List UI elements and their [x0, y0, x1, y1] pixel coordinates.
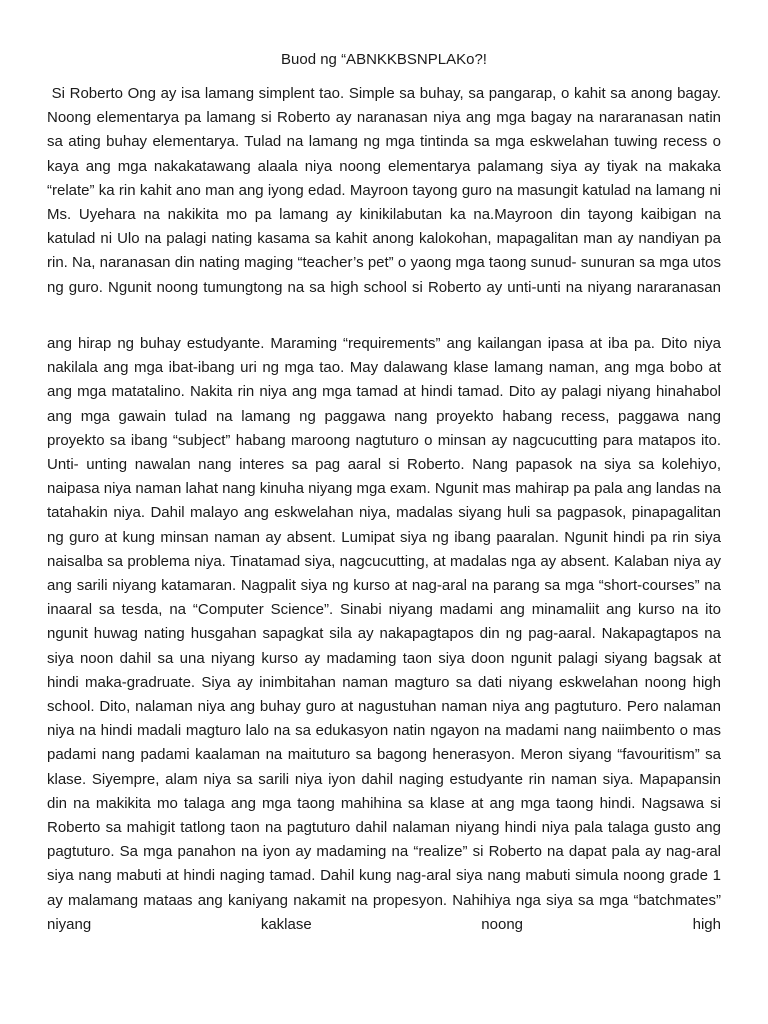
document-title: Buod ng “ABNKKBSNPLAKo?!	[281, 51, 487, 68]
paragraph-1: Si Roberto Ong ay isa lamang simplent tao. Simple sa buhay, sa pangarap, o kahit sa anong bagay. Noong elementarya pa lamang si Roberto ay naranasan niya ang mga bagay na nararanasan natin sa ating buhay elementarya. Tulad na lamang ng mga tintinda sa mga eskwelahan tuwing recess o kaya ang mga nakakatawang alaala niya noong elementarya palamang siya ay tiyak na makaka “relate” ka rin kahit ano man ang iyong edad. Mayroon tayong guro na masungit katulad na lamang ni Ms. Uyehara na nakikita mo pa lamang ay kinikilabutan ka na.Mayroon din tayong kaibigan na katulad ni Ulo na palagi nating kasama sa kahit anong kalokohan, mapagalitan man ay nandiyan pa rin. Na, naranasan din nating maging “teacher’s pet” o yaong mga taong sunud- sunuran sa mga utos ng guro. Ngunit noong tumungtong na sa high school si Roberto ay unti-unti na niyang nararanasan	[47, 85, 726, 296]
paragraph-2: ang hirap ng buhay estudyante. Maraming “requirements” ang kailangan ipasa at iba pa. Dito niya nakilala ang mga ibat-ibang uri ng mga tao. May dalawang klase lamang naman, ang mga bobo at ang mga matatalino. Nakita rin niya ang mga tamad at hindi tamad. Dito ay palagi niyang hinahabol ang mga gawain tulad na lamang ng paggawa nang proyekto habang recess, paggawa nang proyekto sa ibang “subject” habang maroong nagtuturo o minsan ay nagcucutting para matapos ito. Unti- unting nawalan nang interes sa pag aaral si Roberto. Nang papasok na siya sa kolehiyo, naipasa niya naman lahat nang kinuha niyang mga exam. Ngunit mas mahirap pa pala ang landas na tatahakin niya. Dahil malayo ang eskwelahan niya, madalas siyang huli sa pagpasok, pinapagalitan ng guro at kung minsan naman ay absent. Lumipat siya ng ibang paaralan. Ngunit hindi pa rin siya naisalba sa problema niya. Tinatamad siya, nagcucutting, at madalas nga ay absent. Kalaban niya ay ang sarili niyang katamaran. Nagpalit siya ng kurso at nag-aral na parang sa mga “short-courses” na inaaral sa tesda, na “Computer Science”. Sinabi niyang madami ang minamaliit ang kurso na ito ngunit huwag nating husgahan sapagkat sila ay nakapagtapos din ng pag-aaral. Nakapagtapos na siya noon dahil sa una niyang kurso ay madaming taon siya doon ngunit palagi siyang bagsak at hindi maka-gradruate. Siya ay inimbitahan naman magturo sa dati niyang eskwelahan noong high school. Dito, nalaman niya ang buhay guro at nagustuhan naman niya ang pagtuturo. Pero nalaman niya na hindi madali magturo lalo na sa edukasyon natin ngayon na madami nang naiimbento o mas padami nang padami kaalaman na maituturo sa bagong henerasyon. Meron siyang “favouritism” sa klase. Siyempre, alam niya sa sarili niya iyon dahil naging estudyante rin naman siya. Mapapansin din na makikita mo talaga ang mga taong mahihina sa klase at ang mga taong hindi. Nagsawa si Roberto sa mahigit tatlong taon na pagtuturo dahil nalaman niyang hindi niya pala talaga gusto ang pagtuturo. Sa mga panahon na iyon ay madaming na “realize” si Roberto na dapat pala ay nag-aral siya nang mabuti at hindi naging tamad. Dahil kung nag-aral siya nang mabuti simula noong grade 1 ay malamang mataas ang kaniyang nakamit na propesyon. Nahihiya nga siya sa mga “batchmates” niyang kaklase noong high	[47, 335, 726, 933]
